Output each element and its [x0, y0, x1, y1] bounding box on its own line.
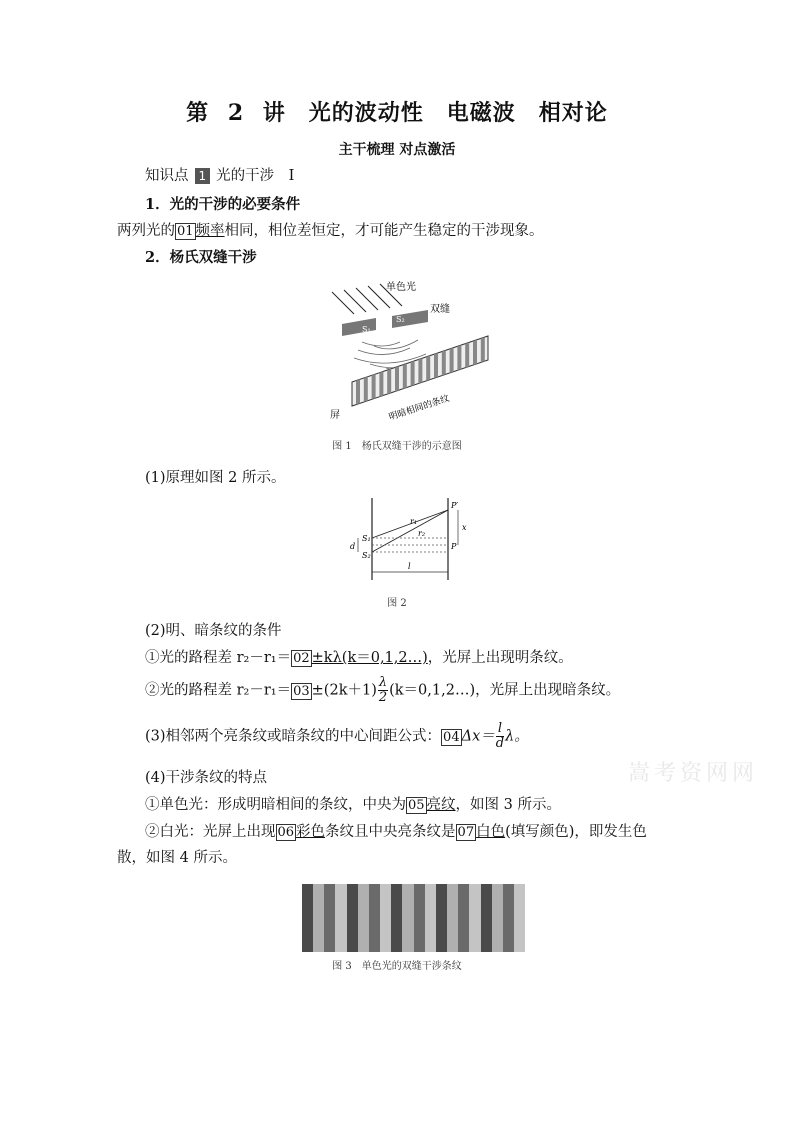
- kp-name: 光的干涉: [216, 168, 275, 184]
- fig2-label-r1: r₁: [410, 517, 418, 526]
- features-heading: (4)干涉条纹的特点: [145, 770, 268, 786]
- answer-07: 白色: [476, 824, 506, 840]
- principle-text: (1)原理如图 2 所示。: [145, 470, 286, 486]
- fig1-fringe-stripe: [403, 363, 407, 388]
- fringe-stripe: [436, 884, 447, 952]
- fig1-fringe-stripe: [473, 340, 477, 365]
- fig1-fringe-stripe: [450, 348, 454, 373]
- fig2-label-d: d: [350, 542, 356, 551]
- conditions-heading: (2)明、暗条纹的条件: [145, 623, 282, 639]
- fig1-fringe-stripe: [434, 353, 438, 378]
- fig1-fringe-stripe: [426, 356, 430, 381]
- fringe-stripe: [369, 884, 380, 952]
- knowledge-point-heading: [145, 164, 294, 185]
- fig1-fringe-stripe: [387, 369, 391, 394]
- fig1-label-s1: S₁: [362, 325, 371, 334]
- fig1-fringe-stripe: [395, 366, 399, 391]
- fig2-label-p: P: [451, 542, 457, 551]
- fringe-stripe: [414, 884, 425, 952]
- fringe-stripe: [380, 884, 391, 952]
- fig2-label-pprime: P′: [451, 501, 459, 510]
- fringe-stripe: [391, 884, 402, 952]
- fraction-lambda-over-2: $\frac{\lambda}{2}$: [378, 675, 388, 705]
- figure-2-geometry: [348, 496, 478, 592]
- section-subtitle: 主干梳理 对点激活: [338, 142, 456, 158]
- fig1-label-screen: 屏: [330, 410, 340, 421]
- fringe-stripe: [503, 884, 514, 952]
- figure-3-stripes: [302, 884, 525, 952]
- answer-05: 亮纹: [426, 797, 456, 813]
- answer-02: ±kλ(k＝0,1,2…): [311, 650, 428, 666]
- fringe-stripe: [324, 884, 335, 952]
- fig1-fringe-stripe: [457, 345, 461, 370]
- answer-01: 频率: [195, 223, 225, 239]
- fringe-stripe: [313, 884, 324, 952]
- fringe-stripe: [358, 884, 369, 952]
- fig1-fringe-stripe: [465, 342, 469, 367]
- fig1-fringe-stripe: [356, 379, 360, 404]
- watermark: 嵩考资网网: [628, 761, 759, 786]
- blank-05: 05: [408, 798, 425, 813]
- fringe-stripe: [425, 884, 436, 952]
- section-1-text: 两列光的 01 频率相同，相位差恒定，才可能产生稳定的干涉现象。: [117, 223, 544, 239]
- white-light-feature-cont: 散，如图 4 所示。: [117, 850, 237, 866]
- kp-prefix: 知识点: [145, 168, 189, 184]
- blank-04: 04: [443, 729, 460, 745]
- fringe-stripe: [302, 884, 313, 952]
- fringe-spacing-formula: (3)相邻两个亮条纹或暗条纹的中心间距公式： 04 Δx＝ $\frac{l}{d}$ λ。: [145, 721, 529, 751]
- figure-3-caption: 图 3 单色光的双缝干涉条纹: [332, 961, 462, 972]
- fringe-stripe: [514, 884, 525, 952]
- dark-fringe-condition: ②光的路程差 r₂－r₁＝ 03 ±(2k＋1) $\frac{\lambda}{2}$ (k＝0,1,2…)，光屏上出现暗条纹。: [145, 675, 621, 705]
- fig1-fringe-stripe: [442, 350, 446, 375]
- fig1-fringe-stripe: [372, 374, 376, 399]
- fig1-fringe-stripe: [418, 358, 422, 383]
- blank-02: 02: [293, 651, 310, 666]
- kp-level: Ⅰ: [288, 168, 295, 184]
- monochromatic-feature: ①单色光：形成明暗相间的条纹，中央为 05 亮纹，如图 3 所示。: [145, 797, 561, 813]
- fig1-fringe-stripe: [379, 371, 383, 396]
- fringe-stripe: [402, 884, 413, 952]
- figure-2-caption: 图 2: [387, 598, 407, 609]
- fig1-label-fringes: 明暗相间的条纹: [387, 393, 451, 423]
- blank-07: 07: [457, 825, 475, 840]
- fringe-stripe: [469, 884, 480, 952]
- section-1-heading: 1．光的干涉的必要条件: [145, 196, 301, 213]
- fringe-stripe: [458, 884, 469, 952]
- answer-06: 彩色: [296, 824, 326, 840]
- figure-1-young-double-slit: [330, 276, 500, 426]
- fringe-stripe: [481, 884, 492, 952]
- fraction-l-over-d: $\frac{l}{d}$: [495, 721, 505, 751]
- figure-1-caption: 图 1 杨氏双缝干涉的示意图: [332, 441, 462, 452]
- fig1-fringe-stripe: [364, 377, 368, 402]
- page-title: 第 2 讲 光的波动性 电磁波 相对论: [186, 100, 608, 126]
- fig2-label-s2: S₂: [362, 551, 371, 560]
- blank-01: 01: [177, 224, 194, 239]
- fig1-label-slits: 双缝: [430, 304, 450, 315]
- fig2-label-l: l: [408, 562, 411, 571]
- fringe-stripe: [447, 884, 458, 952]
- bright-fringe-condition: ①光的路程差 r₂－r₁＝ 02 ±kλ(k＝0,1,2…)，光屏上出现明条纹。: [145, 650, 573, 666]
- fig1-label-light: 单色光: [386, 282, 416, 293]
- section-2-heading: 2．杨氏双缝干涉: [145, 249, 257, 266]
- blank-03: 03: [293, 683, 310, 699]
- fringe-stripe: [492, 884, 503, 952]
- fig1-label-s2: S₂: [396, 315, 405, 324]
- fig2-label-x: x: [462, 523, 467, 532]
- fig2-label-s1: S₁: [362, 534, 371, 543]
- fig1-fringe-stripe: [411, 361, 415, 386]
- white-light-feature: ②白光：光屏上出现 06 彩色条纹且中央亮条纹是 07 白色(填写颜色)，即发生色: [145, 824, 647, 840]
- fringe-stripe: [335, 884, 346, 952]
- fig2-label-r2: r₂: [418, 529, 426, 538]
- fringe-stripe: [347, 884, 358, 952]
- kp-number-badge: 1: [195, 168, 211, 184]
- fig1-fringe-stripe: [481, 337, 485, 362]
- blank-06: 06: [277, 825, 295, 840]
